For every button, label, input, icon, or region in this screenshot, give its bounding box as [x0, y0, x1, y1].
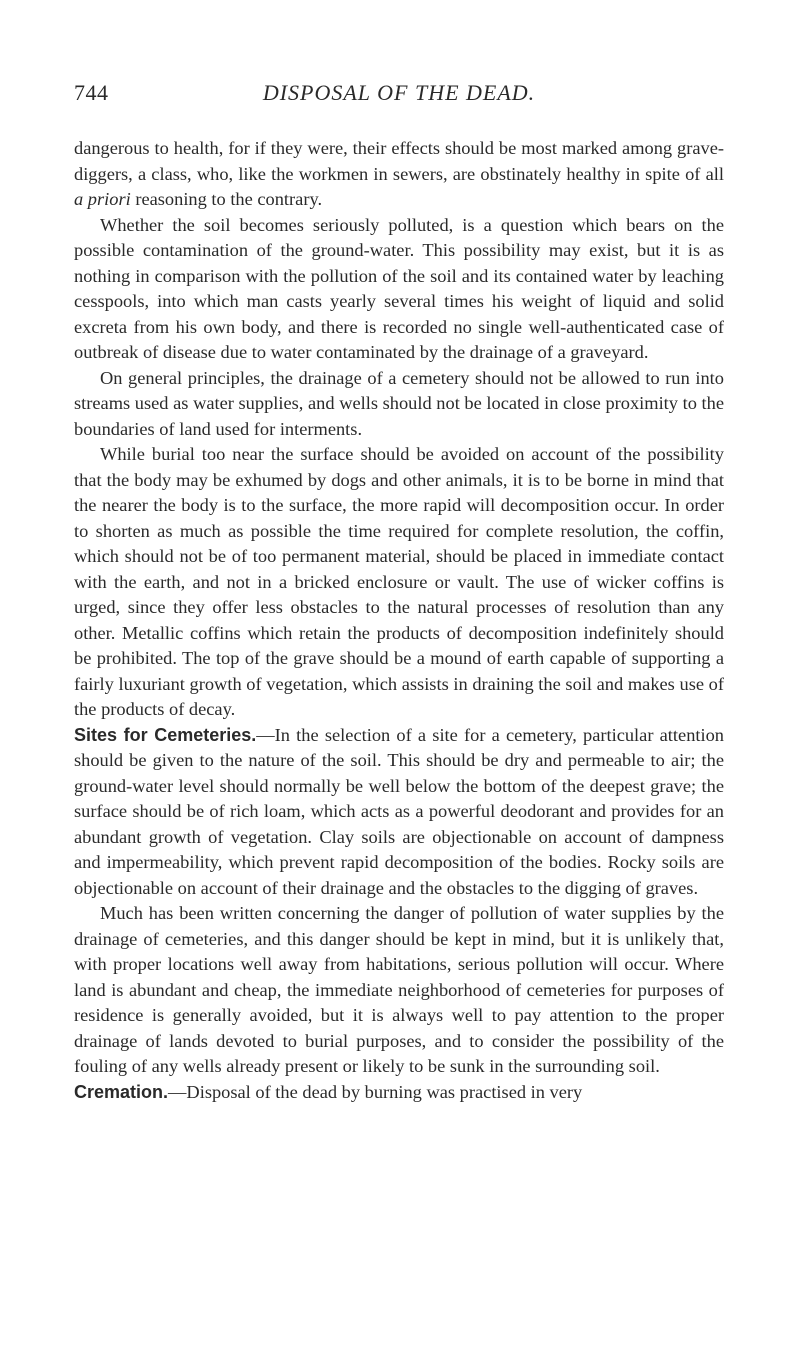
section-heading-sites: Sites for Cemeteries. [74, 724, 257, 745]
body-text [74, 136, 724, 1105]
paragraph-cremation: Cremation.—Disposal of the dead by burning was practised in very [74, 1081, 583, 1102]
section-heading-cremation: Cremation. [74, 1081, 169, 1102]
paragraph-continuation: dangerous to health, for if they were, their effects should be most marked among grave-diggers, a class, who, like the workmen in sewers, are obstinately healthy in spite of all a priori reasoning to the contrary. [74, 138, 724, 209]
emphasis-a-priori: a priori [74, 189, 131, 209]
book-page [74, 80, 724, 1105]
paragraph-burial-depth: While burial too near the surface should be avoided on account of the possibility that the body may be exhumed by dogs and other animals, it is to be borne in mind that the nearer the body is to the surface, the more rapid will decomposition occur. In order to shorten as much as possible the time required for complete resolution, the coffin, which should not be of too permanent material, should be placed in immediate contact with the earth, and not in a bricked enclosure or vault. The use of wicker coffins is urged, since they offer less obstacles to the natural processes of resolution than any other. Metallic coffins which retain the products of decomposition indefinitely should be prohibited. The top of the grave should be a mound of earth capable of supporting a fairly luxuriant growth of vegetation, which assists in draining the soil and makes use of the products of decay. [74, 444, 724, 719]
paragraph-sites-for-cemeteries: Sites for Cemeteries.—In the selection of a site for a cemetery, particular attention should be given to the nature of the soil. This should be dry and permeable to air; the ground-water level should normally be well below the bottom of the deepest grave; the surface should be of rich loam, which acts as a powerful deodorant and provides for an abundant growth of vegetation. Clay soils are objectionable on account of dampness and impermeability, which prevent rapid decomposition of the bodies. Rocky soils are objectionable on account of their drainage and the obstacles to the digging of graves. [74, 724, 724, 898]
running-title: DISPOSAL OF THE DEAD. [262, 80, 536, 105]
paragraph-water-supplies: Much has been written concerning the danger of pollution of water supplies by the drainage of cemeteries, and this danger should be kept in mind, but it is unlikely that, with proper locations well away from habitations, serious pollution will occur. Where land is abundant and cheap, the immediate neighborhood of cemeteries for purposes of residence is generally avoided, but it is always well to pay attention to the proper drainage of lands devoted to burial purposes, and to consider the possibility of the fouling of any wells already present or likely to be sunk in the surrounding soil. [74, 903, 724, 1076]
page-number: 744 [74, 80, 109, 105]
paragraph-soil-pollution: Whether the soil becomes seriously polluted, is a question which bears on the possible contamination of the ground-water. This possibility may exist, but it is as nothing in comparison with the pollution of the soil and its contained water by leaching cesspools, into which man casts yearly several times his weight of liquid and solid excreta from his own body, and there is recorded no single well-authenticated case of outbreak of disease due to water contaminated by the drainage of a graveyard. [74, 214, 724, 362]
paragraph-drainage-principles: On general principles, the drainage of a cemetery should not be allowed to run into streams used as water supplies, and wells should not be located in close proximity to the boundaries of land used for interments. [74, 367, 724, 439]
running-header [74, 80, 724, 114]
